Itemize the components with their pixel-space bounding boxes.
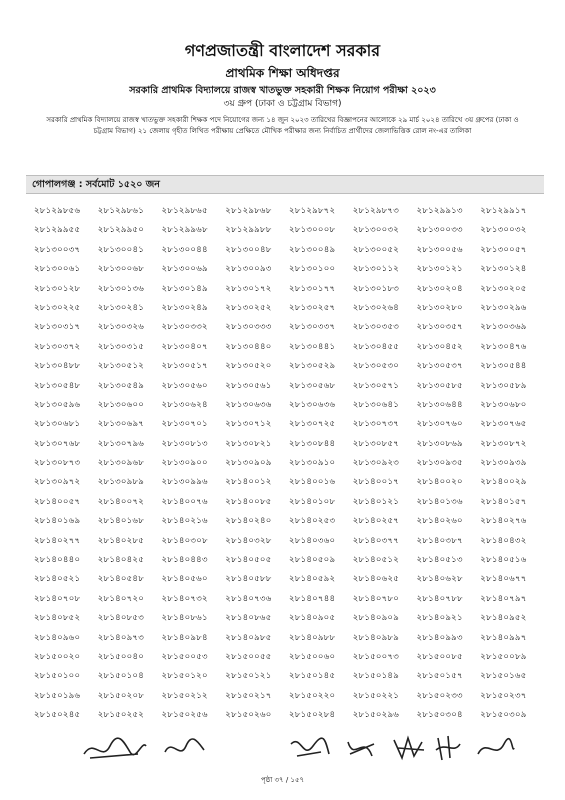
roll-number: ২৮১২৯৯১৩ xyxy=(416,206,463,216)
roll-number: ২৮১৩০২০৪ xyxy=(416,283,463,294)
roll-number: ২৮১৩০৫৪৯ xyxy=(97,380,144,391)
roll-number: ২৮১৩০০৫৭ xyxy=(480,244,527,255)
roll-number: ২৮১৩০৪০৭ xyxy=(161,341,208,352)
roll-number: ২৮১৪০০১২ xyxy=(225,477,272,488)
roll-number: ২৮১৩০০৯৩ xyxy=(225,264,272,275)
roll-number: ২৮১৩০০০৮ xyxy=(289,225,336,236)
roll-number: ২৮১৫০০৪০ xyxy=(97,651,145,662)
roll-number: ২৮১৩০৩১৭ xyxy=(34,322,81,333)
roll-number: ২৮১২৯৮৬৫ xyxy=(161,206,208,216)
roll-number: ২৮১৩০৬৪১ xyxy=(352,399,400,410)
roll-number: ২৮১৩০৫২৯ xyxy=(289,361,336,372)
roll-number: ২৮১৫০১০৪ xyxy=(97,671,144,682)
roll-number: ২৮১৪০৭৮৮ xyxy=(416,593,463,604)
roll-number: ২৮১৩০৫৯৬ xyxy=(34,399,81,410)
roll-number: ২৮১৪০৫১৩ xyxy=(416,555,463,566)
roll-number: ২৮১৩০৭৬০ xyxy=(416,419,463,430)
roll-number: ২৮১৩০৬২৪ xyxy=(161,399,208,410)
roll-number: ২৮১৩০৭৬৫ xyxy=(480,419,527,430)
roll-number: ২৮১৫০২৪৫ xyxy=(34,710,81,721)
roll-number: ২৮১৩০৫৮৫ xyxy=(416,380,463,391)
roll-number: ২৮১৪০৮৬৫ xyxy=(225,613,272,624)
roll-number: ২৮১৫০২৫২ xyxy=(97,710,145,721)
roll-number: ২৮১৪০৮৬১ xyxy=(161,613,208,624)
department-title: প্রাথমিক শিক্ষা অধিদপ্তর xyxy=(225,66,340,80)
roll-number: ২৮১৪০৭৩৬ xyxy=(225,593,272,604)
roll-number: ২৮১৩০০৬১ xyxy=(34,264,81,275)
roll-number: ২৮১৪০২৬০ xyxy=(416,516,463,527)
roll-number: ২৮১৪০৬২৮ xyxy=(416,574,463,585)
roll-number: ২৮১৩০২০৫ xyxy=(480,283,527,294)
roll-number: ২৮১৫০০৮৫ xyxy=(416,651,463,662)
roll-number: ২৮১৩০১৩৬ xyxy=(97,283,145,294)
roll-number: ২৮১৪০৪৪৩ xyxy=(161,555,208,566)
roll-number: ২৮১৩০৭৬৮ xyxy=(34,438,81,449)
district-heading-bar xyxy=(26,175,544,194)
district-heading: গোপালগঞ্জ : সর্বমোট ১৫২০ জন xyxy=(32,179,160,190)
roll-number: ২৮১৩০৫২০ xyxy=(225,361,272,372)
roll-number: ২৮১৪০৮৫৩ xyxy=(97,613,144,624)
roll-number: ২৮১৪০৯০৫ xyxy=(289,613,336,624)
roll-number: ২৮১৩০৪৪১ xyxy=(289,341,336,352)
roll-number: ২৮১৪০২৪০ xyxy=(225,516,272,527)
roll-number: ২৮১৩০৩৬৯ xyxy=(480,322,527,333)
roll-number: ২৮১৩০৬৮০ xyxy=(480,399,527,410)
roll-number: ২৮১৫০২৩৩ xyxy=(416,690,463,701)
roll-number: ২৮১৪০০২৯ xyxy=(480,477,527,488)
roll-number: ২৮১৩০১২১ xyxy=(416,264,463,275)
roll-number: ২৮১৩০৯০৯ xyxy=(225,458,272,469)
roll-number: ২৮১৩০৭৯৬ xyxy=(97,438,145,449)
roll-number: ২৮১৩০৯৯৬ xyxy=(161,477,208,488)
roll-number: ২৮১৩০৭২৫ xyxy=(289,419,336,430)
roll-number: ২৮১৫০২৮৪ xyxy=(289,710,336,721)
roll-number: ২৮১৪০২৮৫ xyxy=(97,535,144,546)
roll-number: ২৮১৩০৪৫৫ xyxy=(352,341,399,352)
roll-number: ২৮১৩০৫৬৮ xyxy=(289,380,336,391)
roll-number: ২৮১৩০০৬৯ xyxy=(161,264,208,275)
roll-number: ২৮১৫০১০০ xyxy=(34,671,81,682)
roll-number: ২৮১৩০৫৪৪ xyxy=(480,361,527,372)
roll-number: ২৮১৩০৪৪০ xyxy=(225,341,272,352)
roll-number: ২৮১৩০০৩২ xyxy=(352,225,400,236)
roll-number: ২৮১৫০২১২ xyxy=(161,690,208,701)
roll-number: ২৮১৪০৫০৯ xyxy=(289,555,336,566)
roll-number: ২৮১৩০২৪৯ xyxy=(161,302,208,313)
roll-number: ২৮১৪০০১৭ xyxy=(352,477,400,488)
roll-number: ২৮১৩০৫৩০ xyxy=(352,361,400,372)
roll-number: ২৮১৪০৭২০ xyxy=(97,593,145,604)
roll-number: ২৮১৫০১৫৭ xyxy=(416,671,463,682)
roll-number: ২৮১৩০৪৮৮ xyxy=(34,361,81,372)
roll-number: ২৮১৪০৭৯৭ xyxy=(480,593,527,604)
roll-number: ২৮১৪০৯৮৫ xyxy=(225,632,272,643)
roll-number: ২৮১৪০৯৯৩ xyxy=(416,632,463,643)
roll-number: ২৮১৩০৩৩৭ xyxy=(289,322,336,333)
roll-number: ২৮১২৯৯৮৮ xyxy=(225,225,272,236)
roll-number: ২৮১৩০৮৬৯ xyxy=(416,438,463,449)
roll-number: ২৮১৩০২৫২ xyxy=(225,302,272,313)
roll-number: ২৮১৪০৫৮৮ xyxy=(225,574,272,585)
roll-number: ২৮১৪০২৭৬ xyxy=(480,516,527,527)
roll-number: ২৮১৩০৮৭২ xyxy=(480,438,527,449)
roll-number: ২৮১৪০৯৮৯ xyxy=(352,632,399,643)
signature-3 xyxy=(285,732,335,764)
roll-number: ২৮১৪০২১৬ xyxy=(161,516,208,527)
roll-number: ২৮১৪০৩০৮ xyxy=(161,535,208,546)
roll-number: ২৮১৫০২৬০ xyxy=(225,710,272,721)
roll-number: ২৮১৫০১৬৫ xyxy=(480,671,527,682)
document-header xyxy=(0,40,565,137)
roll-number: ২৮১৪০৯৮৪ xyxy=(161,632,208,643)
exam-title: সরকারি প্রাথমিক বিদ্যালয়ে রাজস্ব খাতভুক্ত সহকারী শিক্ষক নিয়োগ পরীক্ষা ২০২৩ xyxy=(129,85,436,96)
roll-number: ২৮১৪০৩৮৭ xyxy=(416,535,463,546)
roll-number: ২৮১৫০১৯৬ xyxy=(34,690,81,701)
notice-text: সরকারি প্রাথমিক বিদ্যালয়ে রাজস্ব খাতভুক্ত সহকারী শিক্ষক পদে নিয়োগের জন্য ১৪ জুন ২০২৩ তারিখের বিজ্ঞাপনের আলোকে ২৯ মার্চ ২০২৪ তারিখে ৩য় গ্রুপের (ঢাকা ও চট্টগ্রাম বিভাগ) ২১ জেলায় গৃহীত লিখিত পরীক্ষায় প্রেক্ষিতে মৌখিক পরীক্ষার জন্য নির্বাচিত প্রার্থীদের জেলাভিত্তিক রোল নং-এর তালিকা xyxy=(46,116,519,135)
roll-number: ২৮১৩০৮২১ xyxy=(225,438,272,449)
roll-number: ২৮১৫০১২১ xyxy=(225,671,272,682)
roll-number: ২৮১৩০৫৭১ xyxy=(352,380,400,391)
roll-number: ২৮১৩০০৪১ xyxy=(97,244,145,255)
roll-number: ২৮১৩০৭০১ xyxy=(161,419,208,430)
roll-number: ২৮১৩০২৬৪ xyxy=(352,302,400,313)
roll-number: ২৮১৩০৯৩৫ xyxy=(416,458,463,469)
roll-number: ২৮১৩০১৭২ xyxy=(225,283,272,294)
roll-number: ২৮১২৯৯১৭ xyxy=(480,206,527,216)
roll-number: ২৮১৪০২৫৩ xyxy=(289,516,336,527)
roll-number: ২৮১৩০৬০০ xyxy=(97,399,145,410)
roll-number: ২৮১৩০০৩২ xyxy=(480,225,527,236)
roll-number-grid xyxy=(34,204,544,728)
roll-number: ২৮১৫০০৫৫ xyxy=(225,651,272,662)
roll-number: ২৮১৪০৬২৫ xyxy=(352,574,400,585)
roll-number: ২৮১২৯৮৬৮ xyxy=(225,206,272,216)
group-subtitle: ৩য় গ্রুপ (ঢাকা ও চট্টগ্রাম বিভাগ) xyxy=(223,99,342,109)
roll-number: ২৮১৪০৫৪৮ xyxy=(97,574,144,585)
roll-number: ২৮১৩০৬৮১ xyxy=(34,419,81,430)
roll-number: ২৮১৩০৬৩৬ xyxy=(289,399,336,410)
roll-number: ২৮১৩০১০০ xyxy=(289,264,336,275)
roll-number: ২৮১৩০১৪৯ xyxy=(161,283,208,294)
roll-number: ২৮১৪০৫২১ xyxy=(34,574,81,585)
roll-number: ২৮১৩০৬৩৬ xyxy=(225,399,272,410)
roll-number: ২৮১৩০০৬৮ xyxy=(97,264,145,275)
roll-number: ২৮১৪০৩৭৭ xyxy=(352,535,400,546)
roll-number: ২৮১৪০৫০৫ xyxy=(225,555,272,566)
roll-number: ২৮১৩০০৪৯ xyxy=(289,244,336,255)
roll-number: ২৮১৪০৯৫২ xyxy=(480,613,527,624)
roll-number: ২৮১২৯৯৫০ xyxy=(97,225,144,236)
roll-number: ২৮১২৯৮৬১ xyxy=(97,206,144,216)
roll-number: ২৮১৫০০৮৯ xyxy=(480,651,527,662)
roll-number: ২৮১৪০১৫৭ xyxy=(480,496,527,507)
roll-number: ২৮১৪০৯৬০ xyxy=(34,632,81,643)
signature-2 xyxy=(160,734,210,764)
roll-number: ২৮১৪০০১৬ xyxy=(289,477,336,488)
roll-number: ২৮১৪০৭৩২ xyxy=(161,593,208,604)
roll-number: ২৮১৩০১৮৩ xyxy=(352,283,400,294)
roll-number: ২৮১৩০৯১০ xyxy=(289,458,336,469)
roll-number: ২৮১৩০০৩৩ xyxy=(416,225,463,236)
roll-number: ২৮১৪০৭০৮ xyxy=(34,593,81,604)
signature-6 xyxy=(430,732,466,764)
roll-number: ২৮১৫০৩০৯ xyxy=(480,710,527,721)
roll-number: ২৮১৫০০৬০ xyxy=(289,651,336,662)
roll-number: ২৮১৩০৫১২ xyxy=(97,361,145,372)
roll-number: ২৮১৪০১০৮ xyxy=(289,496,336,507)
roll-number: ২৮১৩০৯৭২ xyxy=(34,477,81,488)
page-number: পৃষ্ঠা ৩৭ / ১৫৭ xyxy=(260,776,305,784)
roll-number: ২৮১৪০৪৩২ xyxy=(480,535,527,546)
roll-number: ২৮১৩০৯০০ xyxy=(161,458,208,469)
roll-number: ২৮১৩০০৪৪ xyxy=(161,244,208,255)
roll-number: ২৮১৫০০২০ xyxy=(34,651,81,662)
roll-number: ২৮১৪০৫১২ xyxy=(352,555,399,566)
roll-number: ২৮১৩০৩৩৩ xyxy=(225,322,272,333)
roll-number: ২৮১৩০১৭৭ xyxy=(289,283,336,294)
roll-number: ২৮১৪০১৬৮ xyxy=(97,516,144,527)
roll-number: ২৮১৫০২৩৭ xyxy=(480,690,527,701)
roll-number: ২৮১৪০০৭৬ xyxy=(161,496,208,507)
roll-number: ২৮১৩০৭১২ xyxy=(225,419,272,430)
roll-number: ২৮১৩০৯৮৯ xyxy=(97,477,144,488)
roll-number: ২৮১৪০৫৯২ xyxy=(289,574,336,585)
roll-number: ২৮১৩০৫১৭ xyxy=(161,361,208,372)
roll-number: ২৮১৩০৯৬৮ xyxy=(97,458,145,469)
roll-number: ২৮১৩০৮৪৪ xyxy=(289,438,336,449)
roll-number: ২৮১৩০১১২ xyxy=(352,264,400,275)
roll-number: ২৮১৫০১৪৯ xyxy=(352,671,399,682)
roll-number: ২৮১৪০৪৪০ xyxy=(34,555,81,566)
roll-number: ২৮১৪০৪২৫ xyxy=(97,555,144,566)
roll-number: ২৮১৩০৭৩৭ xyxy=(352,419,400,430)
roll-number: ২৮১৩০৩১৫ xyxy=(97,341,145,352)
roll-number: ২৮১৪০৯৯৭ xyxy=(480,632,527,643)
roll-number: ২৮১২৯৮৭৩ xyxy=(352,206,400,216)
signature-row xyxy=(80,732,520,766)
roll-number: ২৮১৩০৩৫৭ xyxy=(416,322,463,333)
roll-number: ২৮১৪০৩৬০ xyxy=(289,535,336,546)
roll-number: ২৮১৫০২৫৬ xyxy=(161,710,208,721)
roll-number: ২৮১৪০০৭২ xyxy=(97,496,145,507)
roll-number: ২৮১৫০২১৭ xyxy=(225,690,272,701)
roll-number: ২৮১২৯৯৫৫ xyxy=(34,225,81,236)
roll-number: ২৮১৩০০৩৭ xyxy=(34,244,81,255)
roll-number: ২৮১৩০১২৪ xyxy=(480,264,527,275)
roll-number: ২৮১৩০৪৭৬ xyxy=(480,341,527,352)
roll-number: ২৮১৩০৯৩৯ xyxy=(480,458,527,469)
roll-number: ২৮১২৯৮৭২ xyxy=(289,206,336,216)
roll-number: ২৮১৪০৬৭৭ xyxy=(480,574,527,585)
roll-number: ২৮১৪০৫১৬ xyxy=(480,555,527,566)
roll-number: ২৮১৩০২৫৭ xyxy=(289,302,336,313)
roll-number: ২৮১৩০৬৯৭ xyxy=(97,419,145,430)
roll-number: ২৮১৫০২২০ xyxy=(289,690,336,701)
roll-number: ২৮১৫০৩০৪ xyxy=(416,710,463,721)
roll-number: ২৮১৩০৩২৬ xyxy=(97,322,145,333)
roll-number: ২৮১২৯৮৫৬ xyxy=(34,206,81,216)
signature-4 xyxy=(342,732,382,764)
roll-number: ২৮১৫০১৪৫ xyxy=(289,671,336,682)
roll-number: ২৮১৩০৮৭৩ xyxy=(34,458,81,469)
signature-5 xyxy=(388,732,432,764)
roll-number: ২৮১৩০৮৫৭ xyxy=(352,438,400,449)
roll-number: ২৮১৩০৫৩৭ xyxy=(416,361,463,372)
roll-number: ২৮১৩০৩৩২ xyxy=(161,322,208,333)
roll-number: ২৮১৩০২৯৬ xyxy=(480,302,527,313)
roll-number: ২৮১৩০১২৮ xyxy=(34,283,81,294)
roll-number: ২৮১৩০৬৪৪ xyxy=(416,399,463,410)
roll-number: ২৮১৫০২২১ xyxy=(352,690,400,701)
roll-number: ২৮১৩০৪৫২ xyxy=(416,341,463,352)
roll-number: ২৮১৩০০৪৮ xyxy=(225,244,272,255)
roll-number: ২৮১৩০২৪১ xyxy=(97,302,145,313)
roll-number: ২৮১৪০৮৫২ xyxy=(34,613,81,624)
roll-number: ২৮১৪০৯৭৩ xyxy=(97,632,145,643)
roll-number: ২৮১৩০৮১৩ xyxy=(161,438,208,449)
roll-number: ২৮১৪০১২১ xyxy=(352,496,399,507)
signature-7 xyxy=(472,734,518,764)
roll-number: ২৮১৩০২২৫ xyxy=(34,302,81,313)
roll-number: ২৮১৪০৩২৮ xyxy=(225,535,272,546)
roll-number: ২৮১৫০০৭৩ xyxy=(352,651,400,662)
roll-number: ২৮১৪০৯৮৮ xyxy=(289,632,336,643)
roll-number: ২৮১৪০৭৮০ xyxy=(352,593,400,604)
roll-number: ২৮১৩০৫৪৮ xyxy=(34,380,81,391)
roll-number: ২৮১২৯৯৬৮ xyxy=(161,225,208,236)
roll-number: ২৮১৪০৯০৯ xyxy=(352,613,399,624)
roll-number: ২৮১৪০৭৪৪ xyxy=(289,593,336,604)
roll-number: ২৮১৪০২৭৭ xyxy=(34,535,81,546)
roll-number: ২৮১৪০০৮৫ xyxy=(225,496,272,507)
roll-number: ২৮১৫০১২০ xyxy=(161,671,208,682)
roll-number: ২৮১৩০৯২৩ xyxy=(352,458,400,469)
signature-1 xyxy=(80,732,150,766)
roll-number: ২৮১৫০০৫৩ xyxy=(161,651,208,662)
roll-number: ২৮১৪০১৩৬ xyxy=(416,496,463,507)
roll-number: ২৮১৪০২৫৭ xyxy=(352,516,400,527)
roll-number: ২৮১৪০৯২১ xyxy=(416,613,463,624)
roll-number: ২৮১৩০৫৬০ xyxy=(161,380,208,391)
roll-number: ২৮১৩০০৫২ xyxy=(352,244,400,255)
roll-number: ২৮১৩০৫৬১ xyxy=(225,380,272,391)
roll-number: ২৮১৫০২৯৬ xyxy=(352,710,400,721)
roll-number: ২৮১৪০০৫৭ xyxy=(34,496,81,507)
roll-number: ২৮১৪০৫৬০ xyxy=(161,574,208,585)
roll-number: ২৮১৩০২৮০ xyxy=(416,302,463,313)
government-title: গণপ্রজাতন্ত্রী বাংলাদেশ সরকার xyxy=(184,41,381,60)
roll-number: ২৮১৩০৩৭২ xyxy=(34,341,81,352)
roll-number: ২৮১৩০৫৮৯ xyxy=(480,380,527,391)
roll-number: ২৮১৪০০২০ xyxy=(416,477,463,488)
roll-number: ২৮১৩০০৫৬ xyxy=(416,244,463,255)
roll-number: ২৮১৩০৩৫৩ xyxy=(352,322,400,333)
roll-number: ২৮১৪০১৬৯ xyxy=(34,516,81,527)
roll-number: ২৮১৫০২০৮ xyxy=(97,690,145,701)
